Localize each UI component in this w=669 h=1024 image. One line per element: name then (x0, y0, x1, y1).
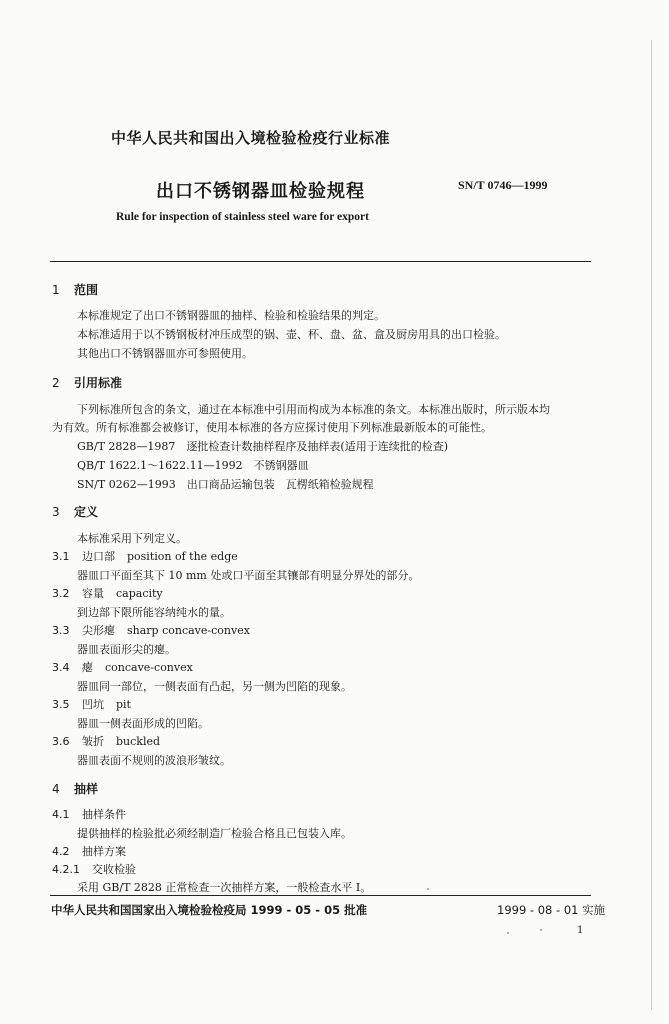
subsection-text: 提供抽样的检验批必须经制造厂检验合格且已包装入库。 (77, 827, 352, 840)
reference-item: SN/T 0262—1993 出口商品运输包装 瓦楞纸箱检验规程 (77, 478, 374, 491)
effective-date: 1999 - 08 - 01 实施 (497, 903, 606, 917)
definition-term: 3.3 尖形瘪 sharp concave-convex (52, 624, 250, 637)
definition-term: 3.1 边口部 position of the edge (52, 550, 238, 563)
definition-term: 3.2 容量 capacity (52, 587, 163, 600)
issuer-approval: 中华人民共和国国家出入境检验检疫局 1999 - 05 - 05 批准 (51, 903, 368, 917)
section-1-heading: 1 范围 (52, 283, 99, 297)
subsection-heading: 4.2 抽样方案 (52, 845, 126, 858)
reference-item: GB/T 2828—1987 逐批检查计数抽样程序及抽样表(适用于连续批的检查) (77, 440, 448, 453)
section-2-heading: 2 引用标准 (52, 376, 123, 390)
document-title: 出口不锈钢器皿检验规程 (156, 181, 365, 202)
standard-code: SN/T 0746—1999 (458, 178, 548, 192)
definition-text: 到边部下限所能容纳纯水的量。 (77, 606, 231, 619)
subsection-text: 采用 GB/T 2828 正常检查一次抽样方案，一般检查水平 Ⅰ。 (77, 881, 372, 894)
page-number: 1 (577, 925, 584, 936)
scan-speck (507, 932, 509, 934)
subsection-heading: 4.1 抽样条件 (52, 808, 126, 821)
section-4-heading: 4 抽样 (52, 782, 99, 796)
standard-category: 中华人民共和国出入境检验检疫行业标准 (111, 129, 391, 147)
subsection-heading: 4.2.1 交收检验 (52, 863, 136, 876)
section-2-paragraph: 下列标准所包含的条文，通过在本标准中引用而构成为本标准的条文。本标准出版时，所示版本均 (77, 403, 550, 416)
definition-text: 器皿口平面至其下 10 mm 处或口平面至其镶部有明显分界处的部分。 (77, 569, 420, 582)
definition-text: 器皿一侧表面形成的凹陷。 (77, 717, 209, 730)
section-1-paragraph: 本标准适用于以不锈钢板材冲压成型的锅、壶、杯、盘、盆、盒及厨房用具的出口检验。 (77, 328, 506, 341)
header-rule (50, 261, 591, 262)
definition-term: 3.5 凹坑 pit (52, 698, 131, 711)
reference-item: QB/T 1622.1～1622.11—1992 不锈钢器皿 (77, 459, 309, 472)
document-title-english: Rule for inspection of stainless steel ware for export (116, 211, 369, 223)
scan-speck (540, 929, 542, 931)
definition-text: 器皿表面不规则的波浪形皱纹。 (77, 754, 231, 767)
definition-term: 3.4 瘪 concave-convex (52, 661, 193, 674)
scan-speck (427, 888, 429, 890)
section-3-intro: 本标准采用下列定义。 (77, 532, 187, 545)
definition-text: 器皿表面形尖的瘪。 (77, 643, 176, 656)
footer-rule (50, 895, 591, 896)
section-1-paragraph: 其他出口不锈钢器皿亦可参照使用。 (77, 347, 253, 360)
section-2-paragraph: 为有效。所有标准都会被修订，使用本标准的各方应探讨使用下列标准最新版本的可能性。 (52, 421, 492, 434)
definition-text: 器皿同一部位，一侧表面有凸起，另一侧为凹陷的现象。 (77, 680, 352, 693)
definition-term: 3.6 皱折 buckled (52, 735, 161, 748)
scan-edge-line (651, 40, 652, 1010)
section-1-paragraph: 本标准规定了出口不锈钢器皿的抽样、检验和检验结果的判定。 (77, 309, 385, 322)
section-3-heading: 3 定义 (52, 505, 99, 519)
